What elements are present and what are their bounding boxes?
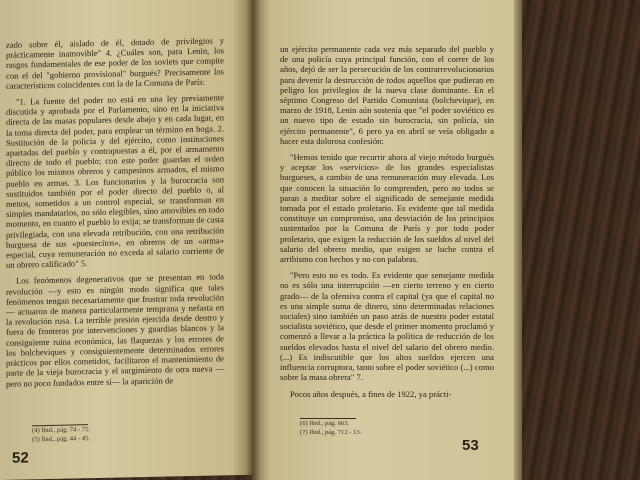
left-paragraph-2: "1. La fuente del poder no está en una ley previamente discutida y aprobada por el Parlamento, sino en la iniciativa directa de las masas populares desde abajo y en cada lugar, en la toma directa del poder, para emplear un término en boga. 2. Sustitución de la policia y del ejército, como instituciones apartadas del pueblo y contrapuestas a él, por el armamento directo de todo el pueblo; con este poder guardan el orden público los mismos obreros y campesinos armados, el mismo pueblo en armas. 3. Los funcionarios y la burocracia son sustituidos también por el poder directo del pueblo o, al menos, sometidos a un control especial, se transforman en simples mandatarios, no sólo elegibles, sino amovibles en todo momento, en cuanto el pueblo lo exija; se transforman de casta privilegiada, con una elevada retribución, con una retribución burguesa de sus «puestecitos», en obreros de un «arma» especial, cuya remuneración no exceda al salario corriente de un obrero calificado" 5. [6, 92, 224, 271]
right-footnote-2: (7) Ibid., pág. 712 - 13. [300, 428, 362, 436]
left-footnote-2: (5) Ibid., pág. 44 - 45. [32, 434, 91, 444]
left-page-text [6, 35, 224, 394]
page-edges [514, 0, 522, 480]
left-paragraph-3: Los fenómenos degenerativos que se presentan en toda revolución —y esto es ningún modo significa que tales fenómenos tengan necesariamente que frustrar toda revolución— actuaron de manera particularmente temprana y nefasta en la revolución rusa. La terrible presión ejercida desde dentro y fuera de fronteras por intervenciones y guardias blancos y la consiguiente ruina económica, las flaquezas y los errores de los bolcheviques y consiguientemente determinados errores prácticos por ellos cometidos, facilitaron el mantenimiento de parte de la vieja burocracia y el surgimiento de otra nueva —pero no poco fundados entre sí— la aparición de [6, 271, 224, 389]
left-page-number: 52 [12, 449, 29, 467]
left-footnote-1: (4) Ibid., pág. 74 - 75. [32, 426, 91, 435]
right-paragraph-1: un ejército permanente cada vez más separado del pueblo y de una policía cuya principal función, con el correr de los años, dejó de ser la persecución de los contrarrevolucionarios para devenir la destrucción de todos aquellos que pudieran en peligro los privilegios de la nueva clase dominante. En el séptimo Congreso del Partido Comunista (bolchevique), en marzo de 1918, Lenin aún sostenía que "el poder soviético es un nuevo tipo de estado sin burocracia, sin policía, sin ejército permanente", 6 pero ya en abril se veía obligado a hacer esta dolorosa confesión: [280, 44, 494, 146]
book-gutter [246, 0, 260, 480]
right-footnote-rule [300, 418, 356, 419]
right-page [252, 0, 514, 480]
left-page [0, 0, 252, 480]
left-footnotes [32, 426, 90, 445]
right-paragraph-3: "Pero esto no es todo. Es evidente que semejante medida no es sólo una interrupción —en cierto terreno y en cierto grado— de la ofensiva contra el capital (ya que el capital no es una simple suma de dinero, sino determinadas relaciones sociales) sino también un paso atrás de nuestro poder estatal socialista soviético, que desde el primer momento proclamó y comenzó a llevar a la práctica la política de reducción de los sueldos elevados hasta el nivel del salario del obrero medio. (...) Es indiscutible que los altos sueldos ejercen una influencia corruptora, tanto sobre el poder soviético (...) como sobre la masa obrera" 7. [280, 270, 494, 383]
right-footnotes [300, 420, 361, 438]
right-paragraph-2: "Hemos tenido que recurrir ahora al viejo método burgués y aceptar los «servicios» de los grandes especialistas burgueses, a cambio de una remuneración muy elevada. Los que conocen la situación lo comprenden, pero no todos se paran a meditar sobre el significado de semejante medida tomada por el estado proletario. Es evidente que tal medida constituye un compromiso, una desviación de los principios sustentados por la Comuna de París y por todo poder proletario, que exigen la reducción de los sueldos al nivel del salario del obrero medio, que exigen se luche contra el arribismo con hechos y no con palabras. [280, 152, 494, 265]
right-paragraph-4: Pocos años después, a fines de 1922, ya prácti- [290, 388, 452, 399]
right-footnote-1: (6) Ibid., pág. 663. [300, 420, 350, 427]
right-page-text [280, 44, 494, 405]
right-page-number: 53 [462, 437, 479, 454]
left-paragraph-1: zado sobre él, aislado de él, dotado de privilegios y prácticamente inamovible" 4. ¿Cuáles son, para Lenin, los rasgos fundamentales de ese poder de los soviets que compite con el del "gobierno provisional" burgués? Precisamente los característicos coincidentes con la de la Comuna de París: [6, 35, 224, 91]
